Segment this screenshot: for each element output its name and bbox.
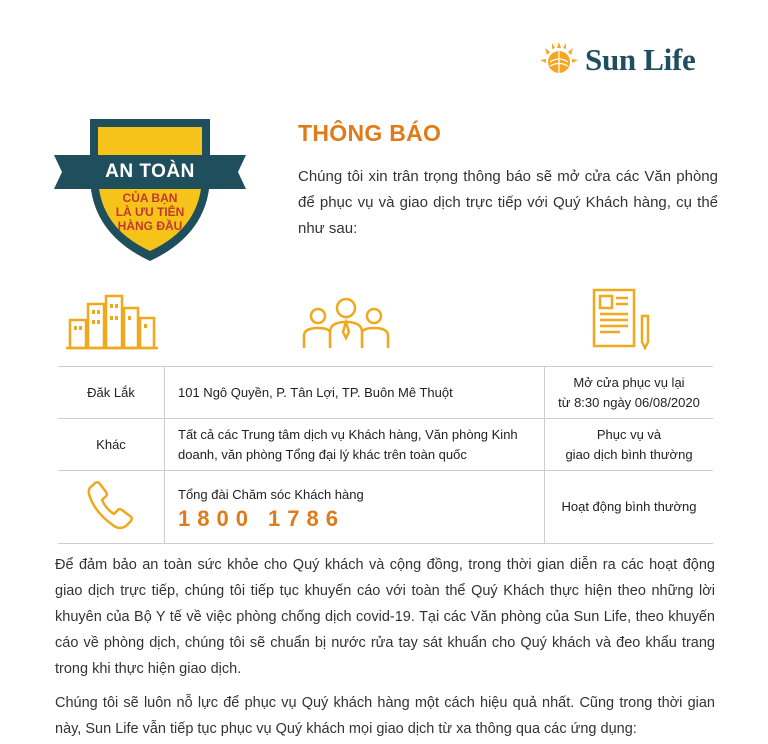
table-row [58,367,713,419]
status-line: giao dịch bình thường [565,446,693,462]
status-cell [545,367,714,419]
status-cell [545,419,714,471]
sun-logo-icon [539,40,579,80]
hotline-number[interactable]: 1800 1786 [178,506,345,531]
phone-cell [58,471,165,544]
table-row [58,419,713,471]
detail-line: doanh, văn phòng Tổng đại lý khác trên toàn quốc [178,446,467,462]
table-row [58,471,713,544]
people-icon [298,296,394,350]
notice-intro: Chúng tôi xin trân trọng thông báo sẽ mở cửa các Văn phòng để phục vụ và giao dịch trực tiếp với Quý Khách hàng, cụ thể như sau: [298,168,718,237]
status-cell: Hoạt động bình thường [545,471,714,544]
document-icon [590,288,652,350]
detail-cell: 101 Ngô Quyền, P. Tân Lợi, TP. Buôn Mê Thuột [165,367,545,419]
location-cell: Đăk Lắk [58,367,165,419]
badge-line: LÀ ƯU TIÊN [115,205,185,219]
hotline-cell [165,471,545,544]
status-line: từ 8:30 ngày 06/08/2020 [558,394,700,410]
badge-line: HÀNG ĐẦU [117,219,183,233]
body-paragraph: Để đảm bảo an toàn sức khỏe cho Quý khách và cộng đồng, trong thời gian diễn ra các hoạt động giao dịch trực tiếp, chúng tôi tiếp tục khuyến cáo với toàn thể Quý Khách thực hiện theo những lời khuyên của Bộ Y tế về việc phòng chống dịch covid-19. Tại các Văn phòng của Sun Life, theo khuyến cáo về phòng dịch, chúng tôi sẽ chuẩn bị nước rửa tay sát khuẩn cho Quý khách và đeo khẩu trang trong khi thực hiện giao dịch. [55,557,715,677]
brand-name: Sun Life [585,42,696,77]
body-paragraph: Chúng tôi sẽ luôn nỗ lực để phục vụ Quý khách hàng một cách hiệu quả nhất. Cũng trong thời gian này, Sun Life vẫn tiếp tục phục vụ Quý khách mọi giao dịch từ xa thông qua các ứng dụng: [55,695,715,737]
badge-line: CỦA BẠN [122,191,178,205]
notice-title: THÔNG BÁO [298,120,442,146]
location-cell: Khác [58,419,165,471]
phone-icon [84,480,138,532]
buildings-icon [66,294,158,350]
sun-life-logo [539,38,695,82]
safety-badge [52,115,248,265]
hotline-label: Tổng đài Chăm sóc Khách hàng [178,487,364,502]
office-table [58,366,713,544]
badge-title: AN TOÀN [105,161,195,182]
shield-icon [52,115,248,265]
status-line: Mở cửa phục vụ lại [573,374,685,390]
detail-line: Tất cả các Trung tâm dịch vụ Khách hàng, Văn phòng Kinh [178,426,518,442]
status-line: Phục vụ và [596,426,662,442]
detail-cell [165,419,545,471]
